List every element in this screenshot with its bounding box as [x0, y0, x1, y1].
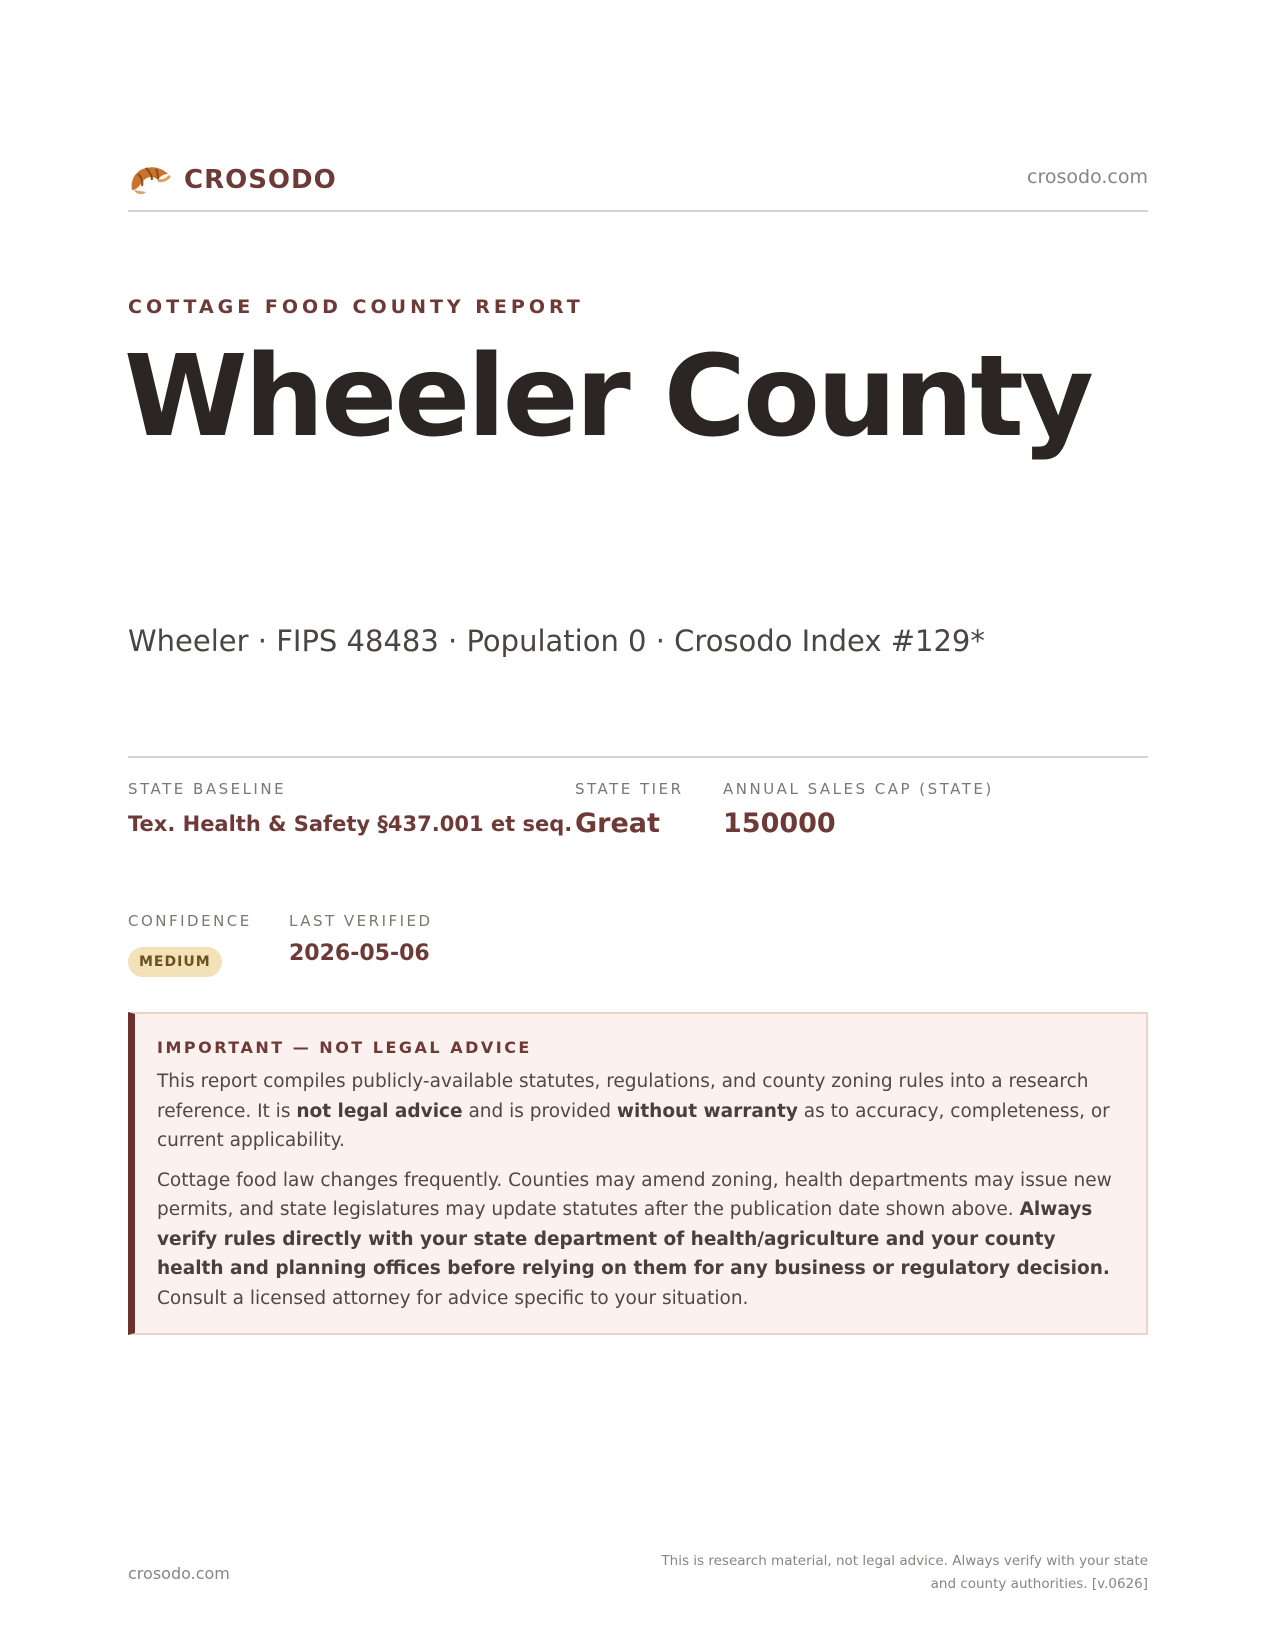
brand-name: CROSODO	[184, 165, 337, 195]
brand[interactable]	[128, 160, 337, 200]
notice-paragraph-2: Cottage food law changes frequently. Counties may amend zoning, health departments may issue new permits, and state legislatures may update statutes after the publication date shown above. Always verify rules directly with your state department of health/agriculture and your county health and planning offices before relying on them for any business or regulatory decision. Consult a licensed attorney for advice specific to your situation.	[157, 1169, 1112, 1309]
page-header	[128, 160, 1148, 212]
county-summary-line: Wheeler · FIPS 48483 · Population 0 · Crosodo Index #129*	[128, 624, 985, 658]
footer-disclaimer	[628, 1550, 1148, 1596]
notice-paragraph-1: This report compiles publicly-available statutes, regulations, and county zoning rules into a research reference. It is not legal advice and is provided without warranty as to accuracy, completeness, or current applicability.	[157, 1071, 1110, 1151]
last-verified-label: LAST VERIFIED	[289, 912, 433, 930]
report-page	[124, 0, 1148, 1650]
state-tier-value: Great	[575, 808, 660, 839]
section-divider	[128, 756, 1148, 758]
footer-disclaimer-line-1: This is research material, not legal advice. Always verify with your state	[661, 1553, 1148, 1569]
state-baseline-value: Tex. Health & Safety §437.001 et seq.	[128, 812, 573, 836]
footer-disclaimer-line-2: and county authorities. [v.0626]	[930, 1576, 1148, 1592]
footer-url-link[interactable]: crosodo.com	[128, 1564, 230, 1583]
page-title: Wheeler County	[124, 332, 1091, 462]
last-verified-value: 2026-05-06	[289, 941, 430, 966]
confidence-badge: MEDIUM	[128, 947, 222, 977]
sales-cap-value: 150000	[723, 808, 836, 839]
state-tier-label: STATE TIER	[575, 780, 684, 798]
legal-notice	[128, 1012, 1148, 1335]
report-eyebrow: COTTAGE FOOD COUNTY REPORT	[128, 296, 584, 318]
confidence-label: CONFIDENCE	[128, 912, 252, 930]
notice-title: IMPORTANT — NOT LEGAL ADVICE	[157, 1038, 532, 1057]
header-url-link[interactable]: crosodo.com	[1027, 166, 1148, 188]
croissant-icon	[128, 160, 172, 200]
state-baseline-label: STATE BASELINE	[128, 780, 287, 798]
sales-cap-label: ANNUAL SALES CAP (STATE)	[723, 780, 994, 798]
